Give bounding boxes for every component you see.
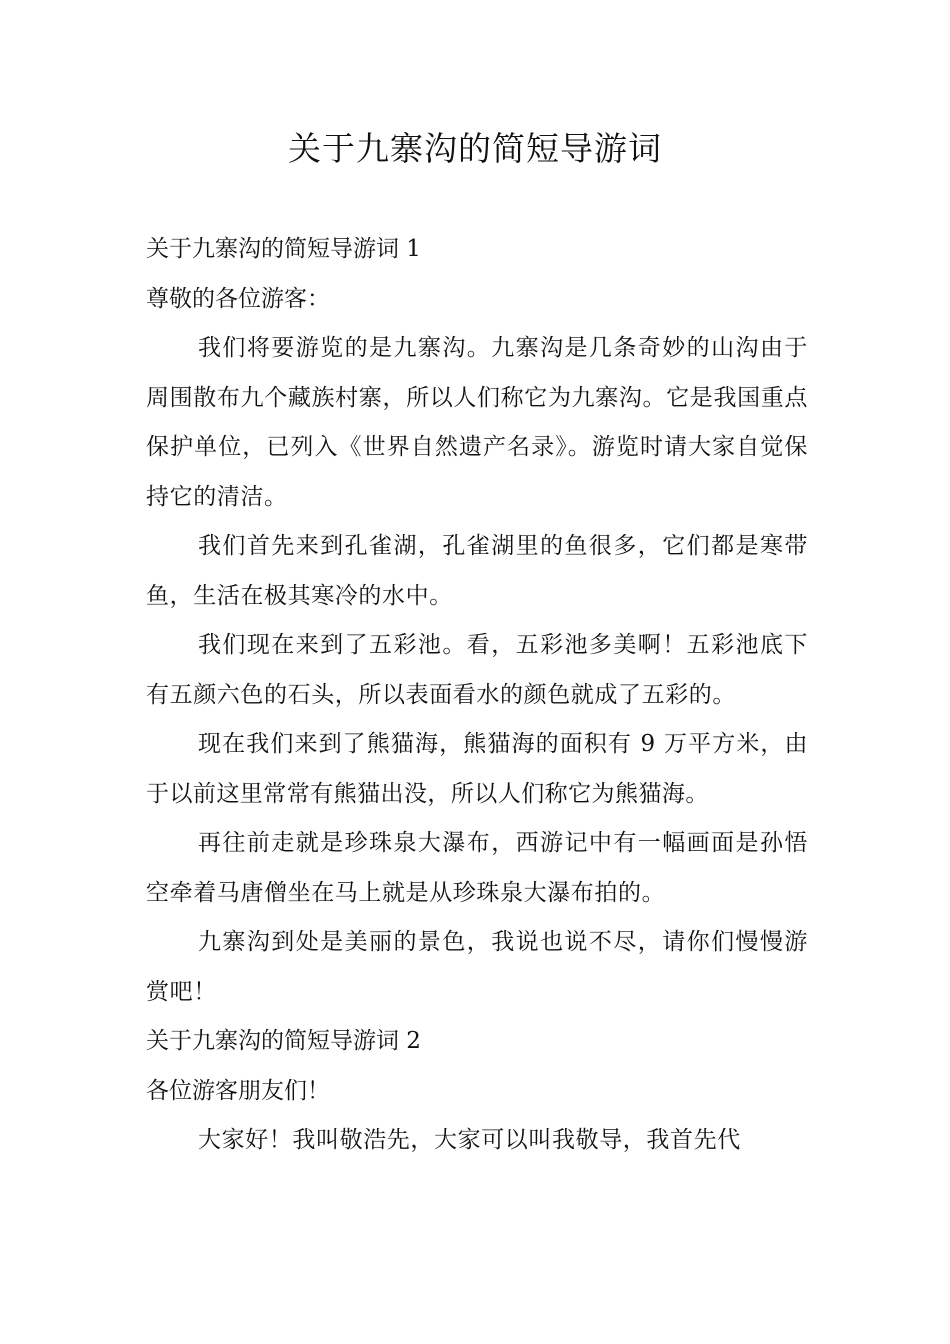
- greeting-2: 各位游客朋友们！: [146, 1077, 330, 1104]
- paragraph-panda-lake: 现在我们来到了熊猫海，熊猫海的面积有 9 万平方米，由于以前这里常常有熊猫出没，所以人们称它为熊猫海。: [146, 731, 808, 807]
- document-body: [146, 225, 808, 1166]
- paragraph-five-color-pond: 我们现在来到了五彩池。看，五彩池多美啊！五彩池底下有五颜六色的石头，所以表面看水的颜色就成了五彩的。: [146, 632, 808, 708]
- paragraph-pearl-waterfall: 再往前走就是珍珠泉大瀑布，西游记中有一幅画面是孙悟空牵着马唐僧坐在马上就是从珍珠泉大瀑布拍的。: [146, 830, 808, 906]
- paragraph-intro: 我们将要游览的是九寨沟。九寨沟是几条奇妙的山沟由于周围散布九个藏族村寨，所以人们称它为九寨沟。它是我国重点保护单位，已列入《世界自然遗产名录》。游览时请大家自觉保持它的清洁。: [146, 335, 808, 510]
- section-heading-2: 关于九寨沟的简短导游词 2: [146, 1028, 421, 1054]
- paragraph-closing: 九寨沟到处是美丽的景色，我说也说不尽，请你们慢慢游赏吧！: [146, 929, 808, 1005]
- greeting-1: 尊敬的各位游客：: [146, 285, 330, 312]
- section-heading-1: 关于九寨沟的简短导游词 1: [146, 236, 421, 262]
- document-title: 关于九寨沟的简短导游词: [288, 129, 662, 168]
- paragraph-peacock-lake: 我们首先来到孔雀湖，孔雀湖里的鱼很多，它们都是寒带鱼，生活在极其寒冷的水中。: [146, 533, 808, 609]
- paragraph-self-intro: 大家好！我叫敬浩先，大家可以叫我敬导，我首先代: [198, 1127, 741, 1153]
